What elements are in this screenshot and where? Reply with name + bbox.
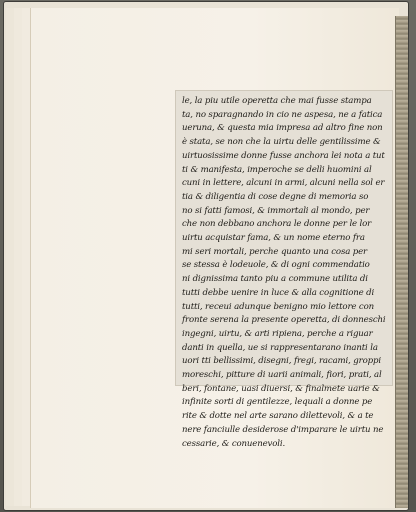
book — [4, 2, 408, 510]
text-line: nere fanciulle desiderose d'imparare le uirtu ne — [182, 424, 384, 435]
text-line: danti in quella, ue si rappresentarano inanti la — [182, 342, 378, 353]
text-line: uirtuosissime donne fusse anchora lei nota a tut — [182, 150, 385, 161]
book-page — [30, 8, 399, 508]
text-line: fronte serena la presente operetta, di donneschi — [182, 315, 386, 326]
text-line: rite & dotte nel arte sarano dilettevoli, & a te — [182, 411, 374, 422]
text-line: cessarie, & conuenevoli. — [182, 438, 286, 449]
text-line: tutti, receui adunque benigno mio lettore con — [182, 301, 374, 312]
text-line: le, la piu utile operetta che mai fusse stampa — [182, 96, 372, 106]
text-line: mi seri mortali, perche quanto una cosa per — [182, 246, 368, 257]
text-line: moreschi, pitture di uarii animali, fiori, prati, al — [182, 370, 382, 381]
text-line: beri, fontane, uasi diuersi, & finalmete uarie & — [182, 383, 380, 394]
text-line: infinite sorti di gentilezze, lequali a donne pe — [182, 397, 373, 408]
text-line: cuni in lettere, alcuni in armi, alcuni nella sol er — [182, 178, 385, 189]
adjacent-page-edge — [395, 16, 408, 508]
text-line: tia & diligentia di cose degne di memoria so — [182, 191, 369, 202]
text-line: che non debbano anchora le donne per le lor — [182, 219, 372, 230]
text-line: ingegni, uirtu, & arti ripiena, perche a riguar — [182, 328, 373, 339]
text-line: è stata, se non che la uirtu delle gentilissime & — [182, 137, 381, 148]
text-line: ueruna, & questa mia impresa ad altro fine non — [182, 123, 383, 134]
text-line: se stessa è lodeuole, & di ogni commendatio — [182, 260, 370, 271]
text-line: uirtu acquistar fama, & un nome eterno fra — [182, 233, 365, 244]
text-line: no si fatti famosi, & immortali al mondo, per — [182, 205, 370, 216]
text-line: ti & manifesta, imperoche se delli huomini al — [182, 164, 372, 175]
text-line: ta, no sparagnando in cio ne aspesa, ne a fatica — [182, 109, 383, 120]
text-line: ni dignissima tanto piu a commune utilita di — [182, 274, 368, 285]
text-line: uori tti bellissimi, disegni, fregi, racami, groppi — [182, 356, 381, 367]
text-block — [175, 90, 393, 449]
text-line: tutti debbe uenire in luce & alla cognitione di — [182, 287, 375, 298]
